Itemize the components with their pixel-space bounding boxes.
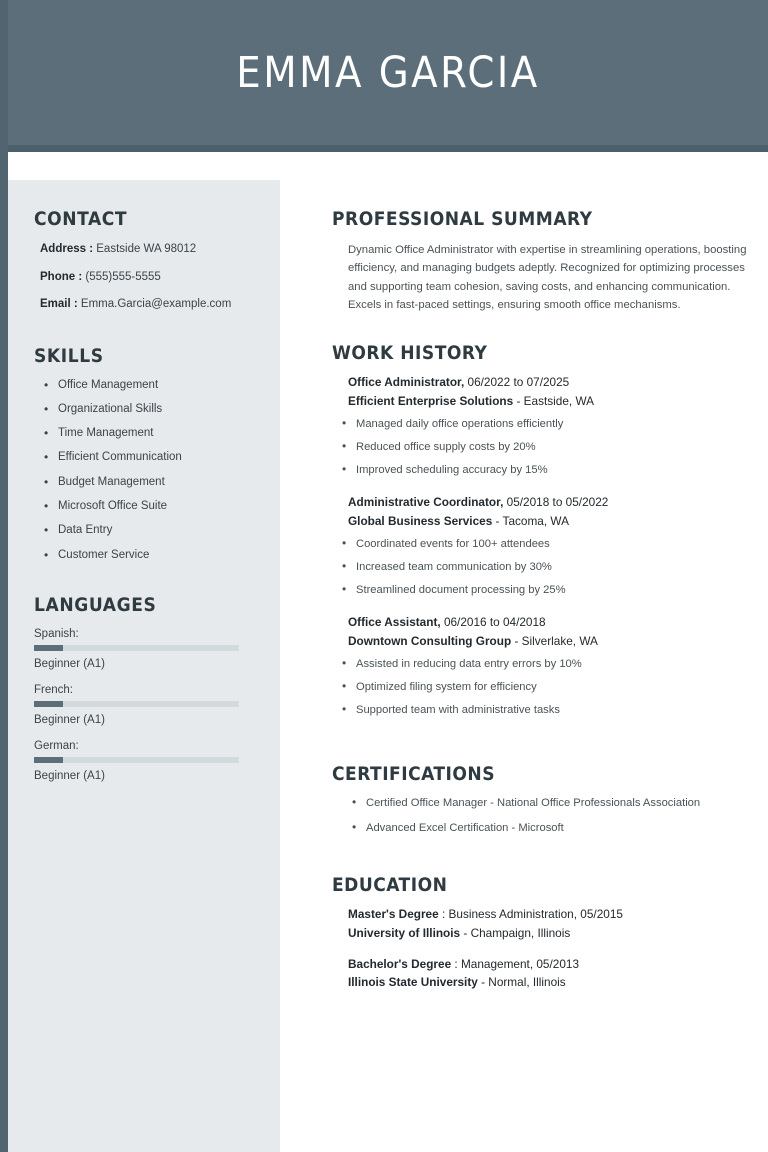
certifications-heading: CERTIFICATIONS (332, 762, 496, 785)
language-proficiency-bar (34, 757, 239, 763)
job-dates: 06/2016 to 04/2018 (443, 614, 546, 629)
education-school: University of Illinois (348, 925, 461, 940)
job-dates: 05/2018 to 05/2022 (506, 495, 609, 510)
language-proficiency-fill (34, 645, 63, 651)
job-title: Administrative Coordinator, (348, 495, 504, 510)
contact-phone-value: (555)555-5555 (85, 270, 161, 283)
contact-phone-label: Phone : (40, 270, 83, 283)
contact-address (40, 242, 258, 258)
contact-email-value: Emma.Garcia@example.com (80, 298, 232, 311)
spacer (332, 846, 754, 874)
list-item: • Certified Office Manager - National Office Professionals Association (352, 796, 754, 810)
job-location: - Tacoma, WA (495, 513, 569, 528)
contact-phone (40, 270, 258, 286)
summary-text: Dynamic Office Administrator with expertise in streamlining operations, boosting efficiency, and managing budgets adeptly. Recognized for optimizing processes and supporting team cohesion, saving costs, and enhancing communication. Excels in fast-paced settings, ensuring smooth office mechanisms. (348, 244, 747, 311)
education-school: Illinois State University (348, 975, 478, 990)
education-school-detail: - Normal, Illinois (481, 975, 566, 990)
education-degree-detail: : Business Administration, 05/2015 (441, 906, 623, 921)
list-item: • Budget Management (42, 476, 258, 490)
language-level: Beginner (A1) (34, 770, 105, 783)
languages-heading: LANGUAGES (34, 594, 157, 617)
job-location: - Eastside, WA (516, 394, 595, 409)
list-item: • Reduced office supply costs by 20% (342, 440, 754, 454)
list-item: • Microsoft Office Suite (42, 500, 258, 514)
language-item (34, 684, 258, 726)
spacer (332, 735, 754, 763)
education-degree-detail: : Management, 05/2013 (454, 956, 580, 971)
job-title-line (348, 495, 754, 511)
language-item (34, 740, 258, 782)
contact-heading: CONTACT (34, 208, 128, 230)
education-school-line (348, 975, 754, 991)
list-item: • Supported team with administrative tasks (342, 703, 754, 717)
header-name-container (8, 0, 768, 145)
list-item: • Improved scheduling accuracy by 15% (342, 463, 754, 477)
education-entry (348, 907, 754, 942)
contact-address-label: Address : (40, 243, 94, 255)
list-item: • Time Management (42, 427, 258, 441)
job-title: Office Assistant, (348, 614, 441, 629)
left-accent-strip (0, 0, 8, 1152)
education-heading: EDUCATION (332, 873, 448, 896)
contact-address-value: Eastside WA 98012 (96, 243, 197, 255)
job-title-line (348, 375, 754, 391)
language-name: Spanish: (34, 628, 79, 641)
sidebar-column (8, 180, 280, 1152)
education-entry (348, 957, 754, 992)
list-item: • Advanced Excel Certification - Microsoft (352, 821, 754, 835)
education-degree: Master's Degree (348, 906, 439, 921)
resume-header (8, 0, 768, 152)
language-proficiency-bar (34, 645, 239, 651)
list-item: • Customer Service (42, 549, 258, 563)
language-item (34, 628, 258, 670)
education-degree-line (348, 957, 754, 973)
certifications-list (352, 796, 754, 835)
education-degree: Bachelor's Degree (348, 956, 452, 971)
job-bullets (332, 417, 754, 477)
summary-heading: PROFESSIONAL SUMMARY (332, 208, 593, 230)
list-item: • Data Entry (42, 524, 258, 538)
job-title-line (348, 615, 754, 631)
list-item: • Optimized filing system for efficiency (342, 680, 754, 694)
language-level: Beginner (A1) (34, 714, 105, 727)
list-item: • Increased team communication by 30% (342, 560, 754, 574)
education-degree-line (348, 907, 754, 923)
list-item: • Streamlined document processing by 25% (342, 583, 754, 597)
job-company-line (348, 634, 754, 650)
list-item: • Office Management (42, 379, 258, 393)
job-company: Efficient Enterprise Solutions (348, 394, 514, 409)
list-item: • Coordinated events for 100+ attendees (342, 537, 754, 551)
contact-email-label: Email : (40, 298, 78, 311)
language-proficiency-fill (34, 757, 63, 763)
job-company-line (348, 394, 754, 410)
work-entry (348, 495, 754, 530)
job-bullets (332, 537, 754, 597)
job-company: Downtown Consulting Group (348, 633, 512, 648)
list-item: • Managed daily office operations efficiently (342, 417, 754, 431)
job-company-line (348, 514, 754, 530)
job-dates: 06/2022 to 07/2025 (467, 375, 570, 390)
language-level: Beginner (A1) (34, 658, 105, 671)
job-location: - Silverlake, WA (514, 633, 598, 648)
education-school-detail: - Champaign, Illinois (463, 925, 571, 940)
list-item: • Assisted in reducing data entry errors by 10% (342, 657, 754, 671)
language-name: German: (34, 740, 79, 753)
work-entry (348, 375, 754, 410)
contact-email (40, 297, 258, 313)
body-top-gap (8, 152, 768, 180)
candidate-name: EMMA GARCIA (236, 47, 540, 98)
list-item: • Efficient Communication (42, 451, 258, 465)
spacer (332, 314, 754, 342)
work-history-heading: WORK HISTORY (332, 342, 488, 365)
language-name: French: (34, 684, 73, 697)
skills-heading: SKILLS (34, 344, 104, 367)
language-proficiency-fill (34, 701, 63, 707)
skills-list (34, 379, 258, 563)
resume-body (8, 152, 768, 1152)
main-column (296, 180, 768, 1152)
work-entry (348, 615, 754, 650)
job-company: Global Business Services (348, 513, 493, 528)
header-bottom-rule (8, 145, 768, 152)
job-bullets (332, 657, 754, 717)
list-item: • Organizational Skills (42, 403, 258, 417)
language-proficiency-bar (34, 701, 239, 707)
education-school-line (348, 926, 754, 942)
job-title: Office Administrator, (348, 375, 465, 390)
